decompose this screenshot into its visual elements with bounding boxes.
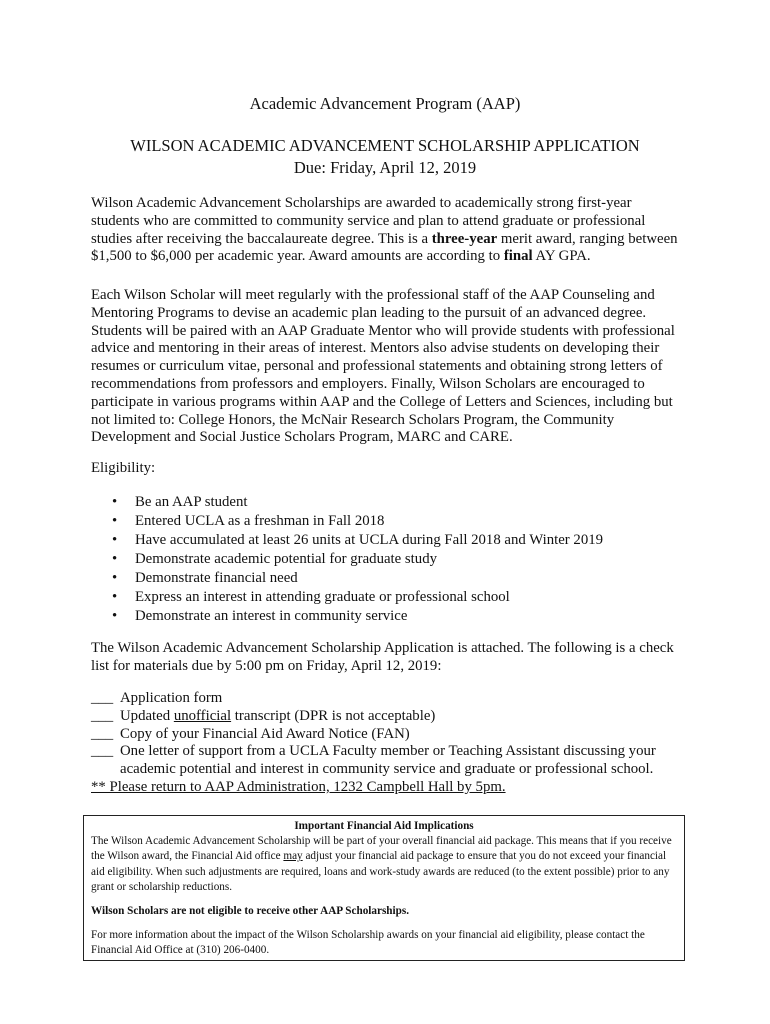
check-blank: ___ — [91, 725, 114, 742]
intro-paragraph — [91, 195, 681, 266]
checklist-item-transcript — [91, 708, 691, 726]
financial-aid-text-b: adjust your financial aid package to ensure that you do not exceed your financial aid eligibility. When such adjustments are required, loans and work-study awards are reduced (to the extent possible) prior to any grant or scholarship reductions. — [91, 850, 670, 893]
scholar-paragraph: Each Wilson Scholar will meet regularly with the professional staff of the AAP Counseling and Mentoring Programs to devise an academic plan leading to the pursuit of an advanced degree. Students will be paired with an AAP Graduate Mentor who will provide students with professional advice and mentoring in their areas of interest. Mentors also advise students on developing their resumes or curriculum vitae, personal and professional statements and obtaining strong letters of recommendations from professors and employers. Finally, Wilson Scholars are encouraged to participate in various programs within AAP and the College of Letters and Sciences, including but not limited to: College Honors, the McNair Research Scholars Program, the Community Development and Social Justice Scholars Program, MARC and CARE. — [91, 287, 675, 446]
transcript-text-pre: Updated — [120, 707, 174, 724]
check-blank: ___ — [91, 690, 114, 706]
financial-aid-text-a: The Wilson Academic Advancement Scholarship will be part of your overall financial aid package. This means that if you receive the Wilson award, the Financial Aid office — [91, 835, 672, 863]
unofficial-underlined: unofficial — [173, 707, 232, 724]
transcript-text-post: transcript (DPR is not acceptable) — [231, 707, 436, 724]
financial-aid-contact: For more information about the impact of the Wilson Scholarship awards on your financial aid eligibility, please contact the Financial Aid Office at (310) 206-0400. — [91, 929, 645, 957]
application-title: WILSON ACADEMIC ADVANCEMENT SCHOLARSHIP APPLICATION — [130, 136, 640, 155]
intro-text-b: merit award, ranging between $1,500 to $6,000 per academic year. Award amounts are according to — [91, 230, 678, 265]
may-underlined: may — [283, 850, 303, 863]
financial-aid-text — [91, 834, 677, 895]
intro-text-a: Wilson Academic Advancement Scholarships are awarded to academically strong first-year students who are committed to community service and plan to attend graduate or professional studies after receiving the baccalaureate degree. This is a — [91, 195, 646, 247]
checklist-item-application-form — [91, 690, 691, 708]
eligibility-list — [112, 493, 603, 626]
eligibility-item: • Demonstrate financial need — [112, 569, 603, 588]
eligibility-item: • Be an AAP student — [112, 493, 603, 512]
intro-text-c: AY GPA. — [532, 248, 591, 265]
eligibility-item: • Demonstrate an interest in community service — [112, 607, 603, 626]
program-heading: Academic Advancement Program (AAP) — [249, 94, 521, 113]
intro-bold-three-year: three-year — [431, 230, 498, 247]
eligibility-item: • Entered UCLA as a freshman in Fall 2018 — [112, 512, 603, 531]
due-date: Due: Friday, April 12, 2019 — [293, 158, 477, 177]
eligibility-label: Eligibility: — [91, 460, 156, 476]
application-paragraph: The Wilson Academic Advancement Scholarship Application is attached. The following is a check list for materials due by 5:00 pm on Friday, April 12, 2019: — [91, 640, 674, 674]
intro-bold-final: final — [503, 248, 533, 265]
eligibility-item: • Have accumulated at least 26 units at UCLA during Fall 2018 and Winter 2019 — [112, 531, 603, 550]
checklist-text — [120, 708, 691, 726]
financial-aid-box — [83, 815, 685, 961]
check-blank: ___ — [91, 707, 114, 724]
checklist-item-fan — [91, 726, 691, 744]
checklist-text: Application form — [120, 690, 223, 706]
eligibility-warning: Wilson Scholars are not eligible to receive other AAP Scholarships. — [91, 905, 410, 918]
return-note: ** Please return to AAP Administration, 1232 Campbell Hall by 5pm. — [91, 778, 506, 795]
checklist-item-letter — [91, 743, 691, 779]
financial-aid-title: Important Financial Aid Implications — [294, 820, 474, 832]
check-blank: ___ — [91, 743, 114, 760]
checklist-text: One letter of support from a UCLA Faculty member or Teaching Assistant discussing your academic potential and interest in community service and graduate or professional school. — [120, 743, 656, 778]
eligibility-item: • Demonstrate academic potential for graduate study — [112, 550, 603, 569]
materials-checklist — [91, 690, 691, 797]
eligibility-item: • Express an interest in attending graduate or professional school — [112, 588, 603, 607]
checklist-text: Copy of your Financial Aid Award Notice (FAN) — [120, 725, 410, 742]
